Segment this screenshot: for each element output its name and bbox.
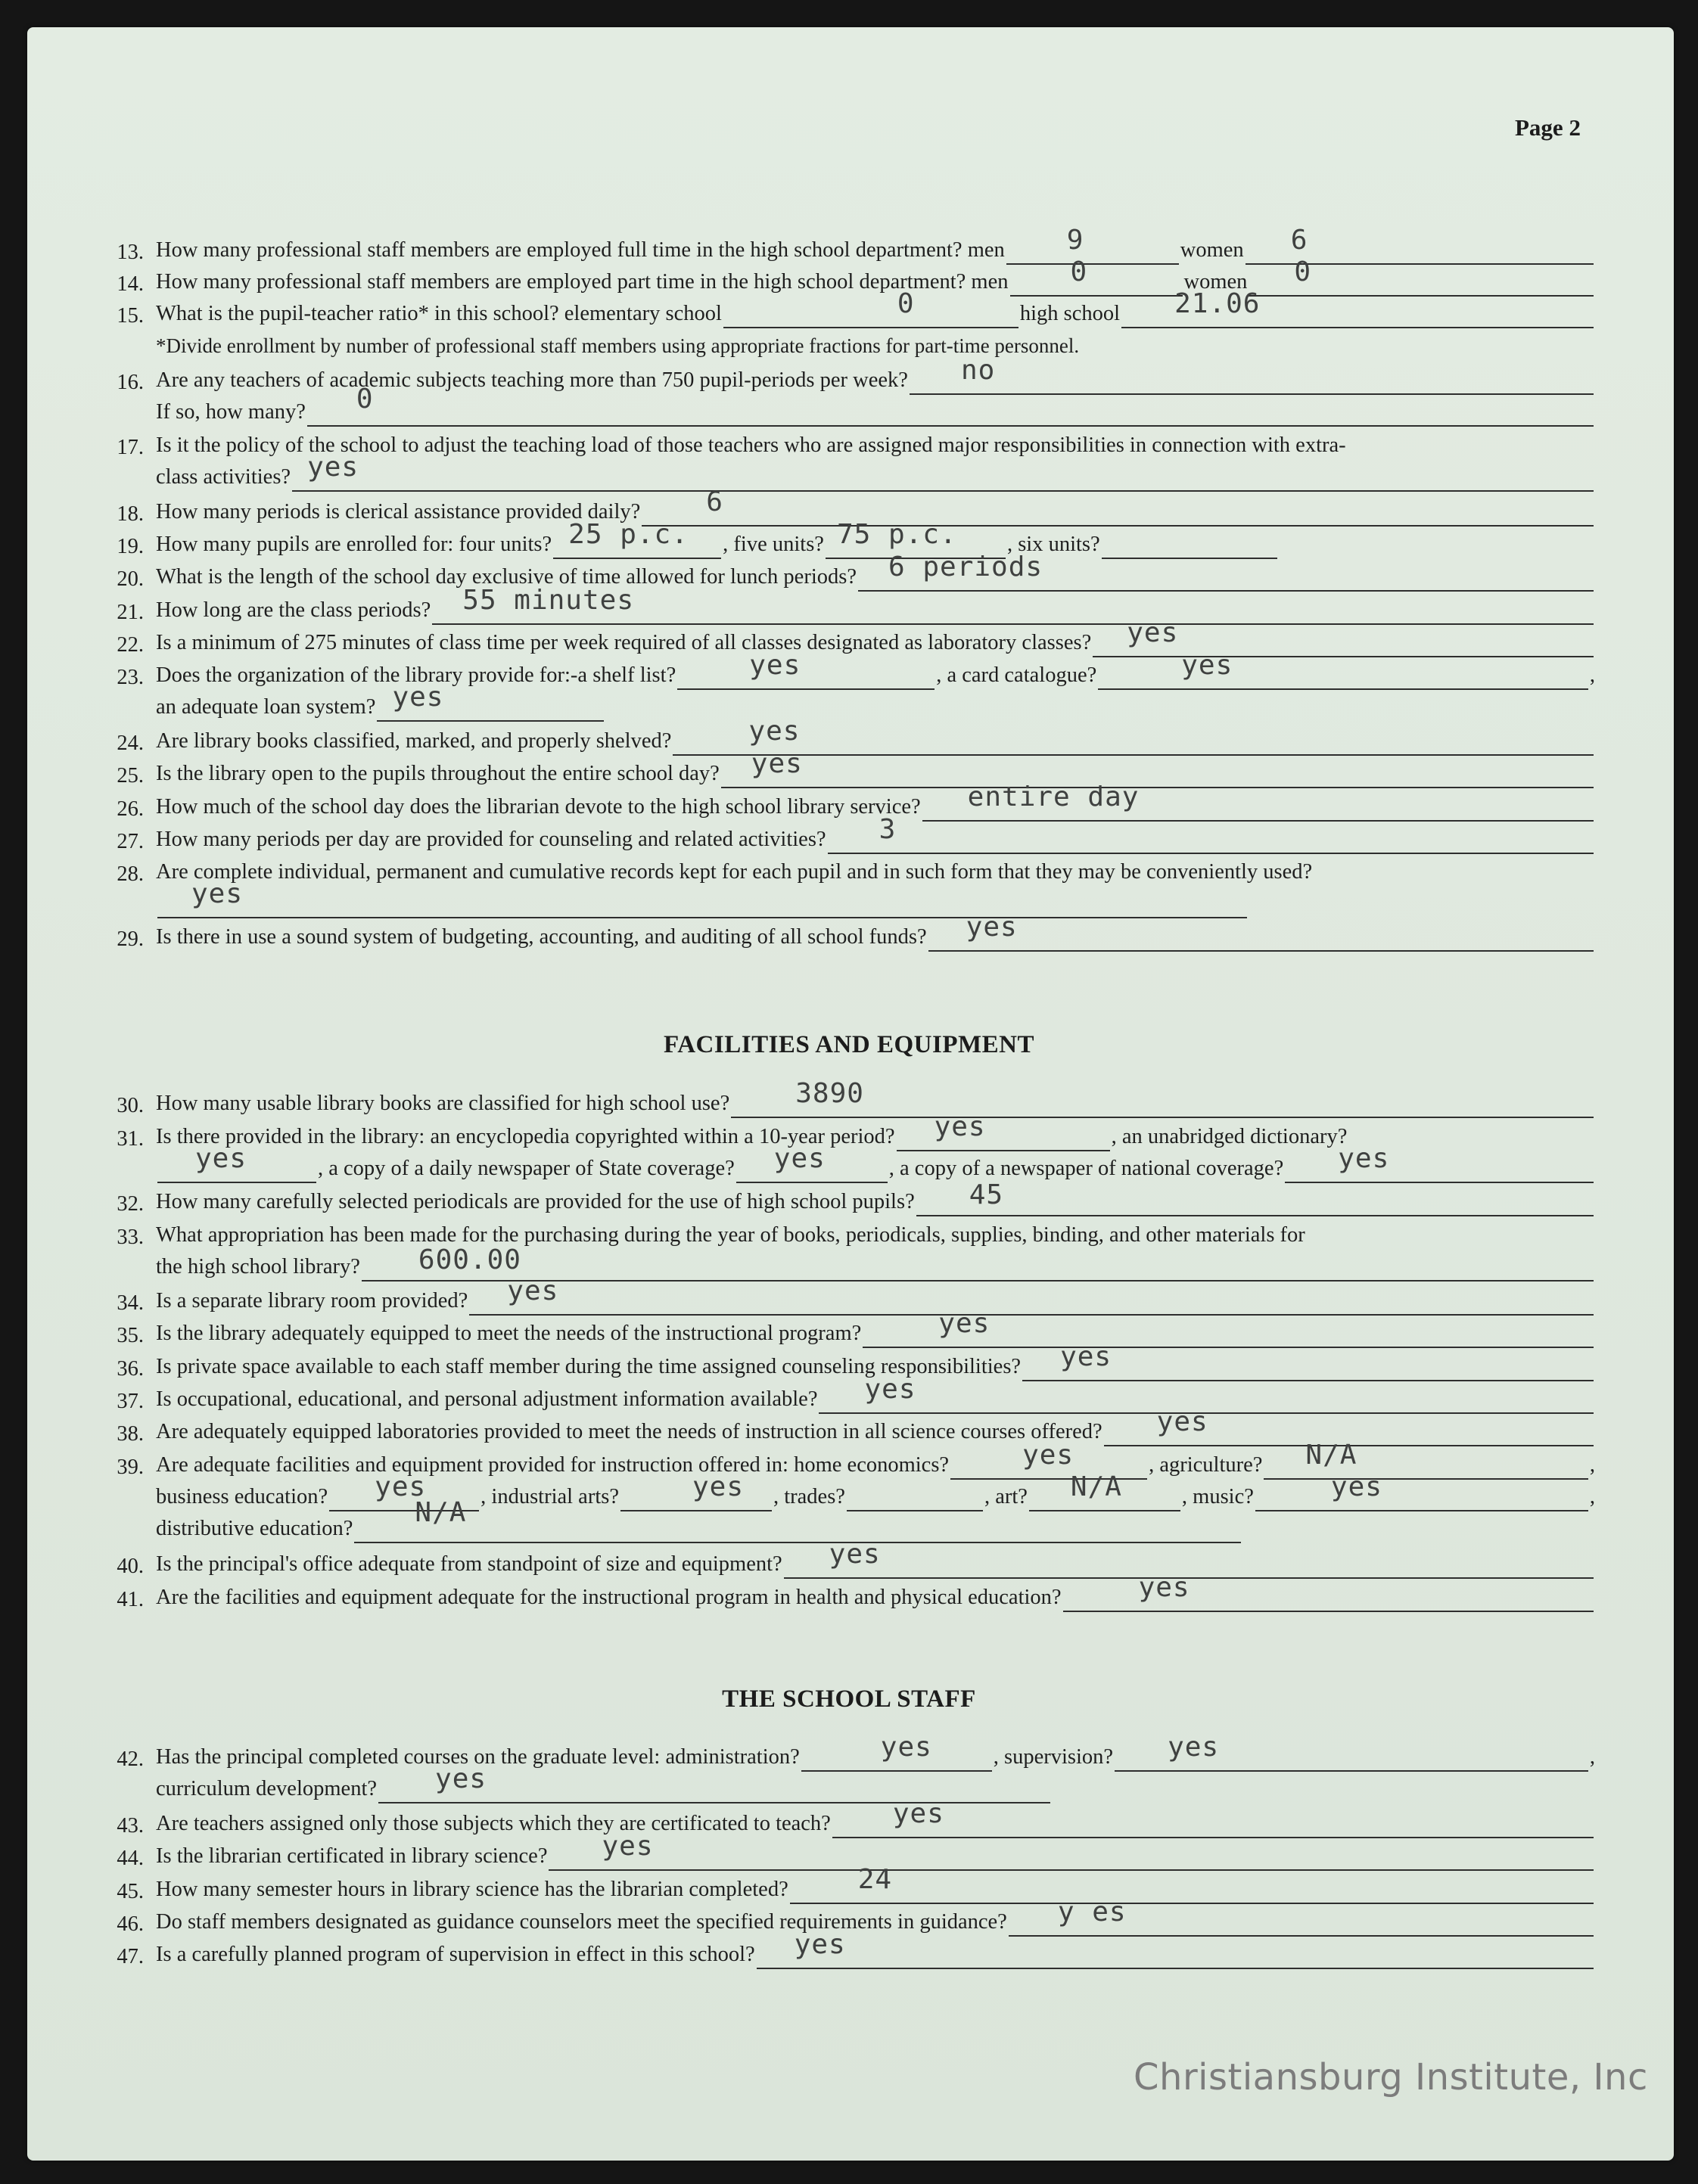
question-text: Is the library open to the pupils throughout the entire school day? (156, 762, 720, 785)
question-number: 40. (117, 1555, 144, 1578)
question-number: 21. (117, 601, 144, 624)
answer-field[interactable] (1063, 1572, 1594, 1612)
business-education-label: business education? (156, 1485, 328, 1508)
question-number: 23. (117, 666, 144, 689)
question-47 (112, 1929, 1595, 1969)
question-text: Is there provided in the library: an encyclopedia copyrighted within a 10-year period? (156, 1125, 895, 1148)
question-number: 29. (117, 927, 144, 951)
question-text: What is the length of the school day exclusive of time allowed for lunch periods? (156, 565, 857, 589)
answer-text: yes (892, 1798, 944, 1829)
question-34 (112, 1275, 1595, 1316)
question-number: 45. (117, 1880, 144, 1903)
answer-field[interactable] (910, 355, 1594, 395)
answer-text: yes (864, 1374, 916, 1405)
curriculum-field[interactable] (378, 1763, 1050, 1803)
question-42 (112, 1732, 1595, 1803)
four-units-field[interactable] (553, 519, 721, 559)
question-text: Does the organization of the library provide for:-a shelf list? (156, 663, 676, 687)
answer-text: 0 (897, 288, 915, 319)
question-text-2: If so, how many? (156, 400, 306, 424)
answer-field[interactable] (432, 585, 1594, 625)
question-32 (112, 1179, 1595, 1216)
question-text: Is there in use a sound system of budgeting, accounting, and auditing of all school funds? (156, 925, 927, 949)
art-label: , art? (984, 1485, 1028, 1508)
industrial-arts-label: , industrial arts? (480, 1485, 619, 1508)
answer-text: 0 (1294, 256, 1312, 287)
question-text: Are library books classified, marked, and properly shelved? (156, 729, 672, 753)
question-16 (112, 355, 1595, 427)
answer-text: yes (1156, 1406, 1208, 1437)
agriculture-label: , agriculture? (1149, 1453, 1263, 1477)
question-26 (112, 781, 1595, 822)
answer-text: yes (773, 1143, 826, 1174)
question-number: 14. (117, 272, 144, 296)
question-text: How many carefully selected periodicals are provided for the use of high school pupils? (156, 1190, 915, 1213)
national-newspaper-field[interactable] (1285, 1143, 1594, 1183)
question-number: 44. (117, 1847, 144, 1870)
elementary-field[interactable] (723, 288, 1018, 328)
answer-text: 9 (1066, 225, 1084, 256)
answer-text: 24 (857, 1864, 893, 1895)
men-field[interactable] (1010, 256, 1183, 297)
question-27 (112, 814, 1595, 854)
question-29 (112, 912, 1595, 952)
supervision-field[interactable] (1115, 1732, 1588, 1772)
answer-field[interactable] (721, 748, 1594, 788)
answer-text: yes (1168, 1732, 1220, 1763)
administration-field[interactable] (801, 1732, 992, 1772)
question-number: 33. (117, 1226, 144, 1249)
question-text: Do staff members designated as guidance counselors meet the specified requirements in guidance? (156, 1910, 1007, 1934)
question-33 (112, 1218, 1595, 1282)
question-40 (112, 1539, 1595, 1579)
answer-field[interactable] (1022, 1341, 1594, 1381)
answer-text: yes (751, 748, 803, 779)
question-25 (112, 748, 1595, 788)
question-text: How many professional staff members are employed full time in the high school department? (156, 238, 963, 262)
question-23 (112, 650, 1595, 722)
answer-text: yes (748, 716, 801, 747)
answer-text: yes (307, 452, 359, 483)
answer-text: yes (1127, 617, 1179, 648)
question-14 (112, 256, 1595, 297)
answer-text: 55 minutes (462, 585, 635, 616)
answer-field[interactable] (1093, 617, 1594, 657)
art-field[interactable] (1029, 1471, 1180, 1511)
question-number: 36. (117, 1357, 144, 1381)
answer-field[interactable] (858, 551, 1594, 592)
five-units-label: , five units? (723, 533, 824, 556)
answer-text: yes (507, 1275, 559, 1306)
question-text-2: the high school library? (156, 1255, 360, 1278)
question-text: Is occupational, educational, and personal adjustment information available? (156, 1387, 818, 1411)
question-17 (112, 428, 1595, 492)
question-text: Are complete individual, permanent and cumulative records kept for each pupil and in such form that they may be conveniently used? (156, 860, 1313, 884)
card-catalogue-field[interactable] (1098, 650, 1588, 690)
question-number: 19. (117, 535, 144, 558)
question-45 (112, 1864, 1595, 1904)
music-label: , music? (1181, 1485, 1254, 1508)
dictionary-label: , an unabridged dictionary? (1111, 1125, 1348, 1148)
six-units-field[interactable] (1102, 532, 1277, 559)
question-number: 46. (117, 1912, 144, 1936)
question-44 (112, 1831, 1595, 1871)
question-text: Is the library adequately equipped to meet the needs of the instructional program? (156, 1322, 862, 1345)
answer-text: yes (375, 1471, 427, 1502)
answer-text: yes (966, 912, 1018, 943)
answer-field[interactable] (549, 1831, 1594, 1871)
answer-field[interactable] (916, 1179, 1594, 1216)
question-text: How many professional staff members are employed part time in the high school department? (156, 270, 966, 294)
dictionary-field[interactable] (157, 1143, 316, 1183)
answer-text: 3890 (795, 1078, 864, 1109)
question-number: 17. (117, 436, 144, 459)
answer-field[interactable] (1009, 1897, 1594, 1937)
question-22 (112, 617, 1595, 657)
question-text: Is a minimum of 275 minutes of class time per week required of all classes designated as laboratory classes? (156, 631, 1092, 654)
answer-text: y es (1057, 1897, 1127, 1928)
high-school-label: high school (1019, 302, 1121, 325)
answer-field[interactable] (292, 452, 1594, 492)
answer-field[interactable] (790, 1864, 1594, 1904)
question-46 (112, 1897, 1595, 1937)
question-number: 16. (117, 371, 144, 394)
question-38 (112, 1406, 1595, 1446)
answer-text: yes (1138, 1572, 1190, 1603)
answer-text: yes (794, 1929, 846, 1960)
question-number: 38. (117, 1422, 144, 1446)
answer-text: 75 p.c. (836, 519, 957, 550)
question-text: How many pupils are enrolled for: four units? (156, 533, 552, 556)
question-number: 43. (117, 1814, 144, 1838)
distributive-education-field[interactable] (354, 1497, 1241, 1543)
question-number: 35. (117, 1324, 144, 1347)
supervision-label: , supervision? (993, 1745, 1114, 1769)
question-28 (112, 855, 1595, 918)
question-31 (112, 1111, 1595, 1183)
answer-text: yes (749, 650, 801, 681)
answer-text: 600.00 (418, 1244, 521, 1275)
state-newspaper-field[interactable] (736, 1143, 888, 1183)
question-text: Is a separate library room provided? (156, 1289, 468, 1313)
question-19 (112, 519, 1595, 559)
question-number: 20. (117, 567, 144, 591)
answer-field[interactable] (673, 716, 1594, 756)
answer-text: 0 (1070, 256, 1088, 287)
question-number: 47. (117, 1945, 144, 1968)
question-35 (112, 1308, 1595, 1348)
question-text: Is it the policy of the school to adjust the teaching load of those teachers who are assigned major responsibilities in connection with extra- (156, 433, 1346, 457)
question-number: 30. (117, 1094, 144, 1117)
question-text: How many semester hours in library science has the librarian completed? (156, 1878, 788, 1901)
answer-text: yes (1060, 1341, 1112, 1372)
answer-text: yes (191, 878, 244, 909)
footnote: *Divide enrollment by number of professional staff members using appropriate fractions for part-time personnel. (156, 334, 1080, 357)
answer-text: entire day (967, 781, 1140, 812)
answer-text: no (960, 355, 996, 386)
question-number: 42. (117, 1748, 144, 1771)
answer-text: yes (1338, 1143, 1390, 1174)
question-number: 41. (117, 1588, 144, 1611)
answer-text: yes (880, 1732, 932, 1763)
answer-text: N/A (1070, 1471, 1122, 1502)
question-24 (112, 716, 1595, 756)
answer-text: yes (938, 1308, 990, 1339)
answer-text: yes (602, 1831, 654, 1862)
national-newspaper-label: , a copy of a newspaper of national coverage? (888, 1157, 1284, 1180)
answer-field[interactable] (469, 1275, 1594, 1316)
trades-label: , trades? (773, 1485, 845, 1508)
question-text: Is the librarian certificated in library science? (156, 1844, 548, 1868)
answer-text: yes (1181, 650, 1233, 681)
question-39 (112, 1440, 1595, 1543)
question-number: 37. (117, 1390, 144, 1413)
question-number: 26. (117, 797, 144, 821)
question-21 (112, 585, 1595, 625)
question-text: How many periods is clerical assistance provided daily? (156, 500, 641, 523)
men-label: men (967, 238, 1005, 262)
question-text: How many periods per day are provided for counseling and related activities? (156, 828, 826, 851)
men-field[interactable] (1006, 225, 1179, 265)
answer-text: 3 (879, 814, 897, 845)
answer-text: N/A (1305, 1440, 1357, 1471)
answer-field[interactable] (922, 781, 1594, 822)
answer-text: 45 (969, 1179, 1004, 1210)
question-text: How long are the class periods? (156, 598, 431, 622)
encyclopedia-field[interactable] (897, 1111, 1110, 1151)
answer-text: 21.06 (1174, 288, 1261, 319)
question-text: What appropriation has been made for the purchasing during the year of books, periodicals, supplies, binding, and other materials for (156, 1223, 1305, 1247)
section-heading-facilities: FACILITIES AND EQUIPMENT (664, 1031, 1034, 1058)
loan-system-field[interactable] (377, 682, 604, 722)
answer-field[interactable] (832, 1798, 1594, 1838)
answer-text: yes (392, 682, 444, 713)
answer-text: 6 periods (888, 551, 1043, 583)
question-number: 34. (117, 1291, 144, 1315)
question-text: Are adequate facilities and equipment provided for instruction offered in: home economics? (156, 1453, 950, 1477)
question-number: 39. (117, 1455, 144, 1479)
question-text: Has the principal completed courses on the graduate level: administration? (156, 1745, 800, 1769)
answer-text: 6 (706, 486, 723, 517)
question-text: Are any teachers of academic subjects teaching more than 750 pupil-periods per week? (156, 368, 908, 392)
question-text: How much of the school day does the librarian devote to the high school library service? (156, 795, 921, 819)
page-number: Page 2 (1515, 114, 1581, 141)
question-number: 32. (117, 1192, 144, 1216)
distributive-education-label: distributive education? (156, 1517, 353, 1540)
six-units-label: , six units? (1006, 533, 1100, 556)
question-number: 15. (117, 304, 144, 328)
question-number: 18. (117, 502, 144, 526)
question-text: Is a carefully planned program of supervision in effect in this school? (156, 1943, 755, 1966)
high-school-field[interactable] (1121, 288, 1594, 328)
women-label: women (1180, 238, 1244, 262)
answer-field[interactable] (731, 1078, 1594, 1118)
women-label: women (1183, 270, 1248, 294)
industrial-arts-field[interactable] (620, 1471, 772, 1511)
comma: , (1589, 663, 1595, 687)
answer-text: 6 (1290, 225, 1308, 256)
answer-field[interactable] (928, 912, 1594, 952)
answer-field[interactable] (642, 486, 1594, 527)
answer-text: yes (195, 1143, 247, 1174)
question-number: 22. (117, 633, 144, 657)
question-text: Is the principal's office adequate from standpoint of size and equipment? (156, 1552, 782, 1576)
shelf-list-field[interactable] (677, 650, 935, 690)
curriculum-label: curriculum development? (156, 1777, 378, 1800)
question-text: Are adequately equipped laboratories provided to meet the needs of instruction in all science courses offered? (156, 1420, 1102, 1443)
answer-text: N/A (415, 1497, 467, 1528)
men-label: men (971, 270, 1009, 294)
answer-field[interactable] (757, 1929, 1594, 1969)
card-catalogue-label: , a card catalogue? (936, 663, 1097, 687)
question-36 (112, 1341, 1595, 1381)
answer-text: yes (692, 1471, 745, 1502)
question-number: 27. (117, 830, 144, 853)
comma: , (1589, 1485, 1595, 1508)
answer-field[interactable] (157, 878, 1247, 918)
question-text: Is private space available to each staff member during the time assigned counseling responsibilities? (156, 1355, 1022, 1378)
question-20 (112, 551, 1595, 592)
question-text: How many usable library books are classified for high school use? (156, 1092, 730, 1115)
question-text: Are teachers assigned only those subjects which they are certificated to teach? (156, 1812, 831, 1835)
question-number: 28. (117, 862, 144, 886)
question-41 (112, 1572, 1595, 1612)
music-field[interactable] (1255, 1471, 1588, 1511)
answer-field-2[interactable] (307, 384, 1594, 427)
comma: , (1589, 1745, 1595, 1769)
state-newspaper-label: , a copy of a daily newspaper of State coverage? (318, 1157, 735, 1180)
question-text: Are the facilities and equipment adequate for the instructional program in health and physical education? (156, 1586, 1062, 1609)
question-text: What is the pupil-teacher ratio* in this school? elementary school (156, 302, 722, 325)
answer-field[interactable] (828, 814, 1594, 854)
comma: , (1589, 1453, 1595, 1477)
question-number: 13. (117, 241, 144, 264)
question-number: 25. (117, 764, 144, 788)
women-field[interactable] (1249, 256, 1594, 297)
question-text-2: class activities? (156, 465, 291, 489)
answer-text: yes (934, 1111, 986, 1142)
question-37 (112, 1374, 1595, 1414)
answer-text: 0 (356, 384, 374, 415)
section-heading-staff: THE SCHOOL STAFF (722, 1685, 976, 1713)
agriculture-field[interactable] (1264, 1440, 1588, 1480)
answer-text: yes (1022, 1440, 1074, 1471)
answer-field[interactable] (863, 1308, 1594, 1348)
question-15 (112, 288, 1595, 360)
question-43 (112, 1798, 1595, 1838)
question-number: 24. (117, 732, 144, 755)
watermark: Christiansburg Institute, Inc (1134, 2056, 1648, 2099)
answer-text: yes (435, 1763, 487, 1794)
question-text-2: an adequate loan system? (156, 695, 376, 719)
answer-text: yes (1330, 1471, 1382, 1502)
question-30 (112, 1078, 1595, 1118)
answer-text: yes (829, 1539, 881, 1570)
question-13 (112, 225, 1595, 265)
question-number: 31. (117, 1127, 144, 1151)
trades-field[interactable] (847, 1484, 983, 1511)
answer-text: 25 p.c. (568, 519, 689, 550)
